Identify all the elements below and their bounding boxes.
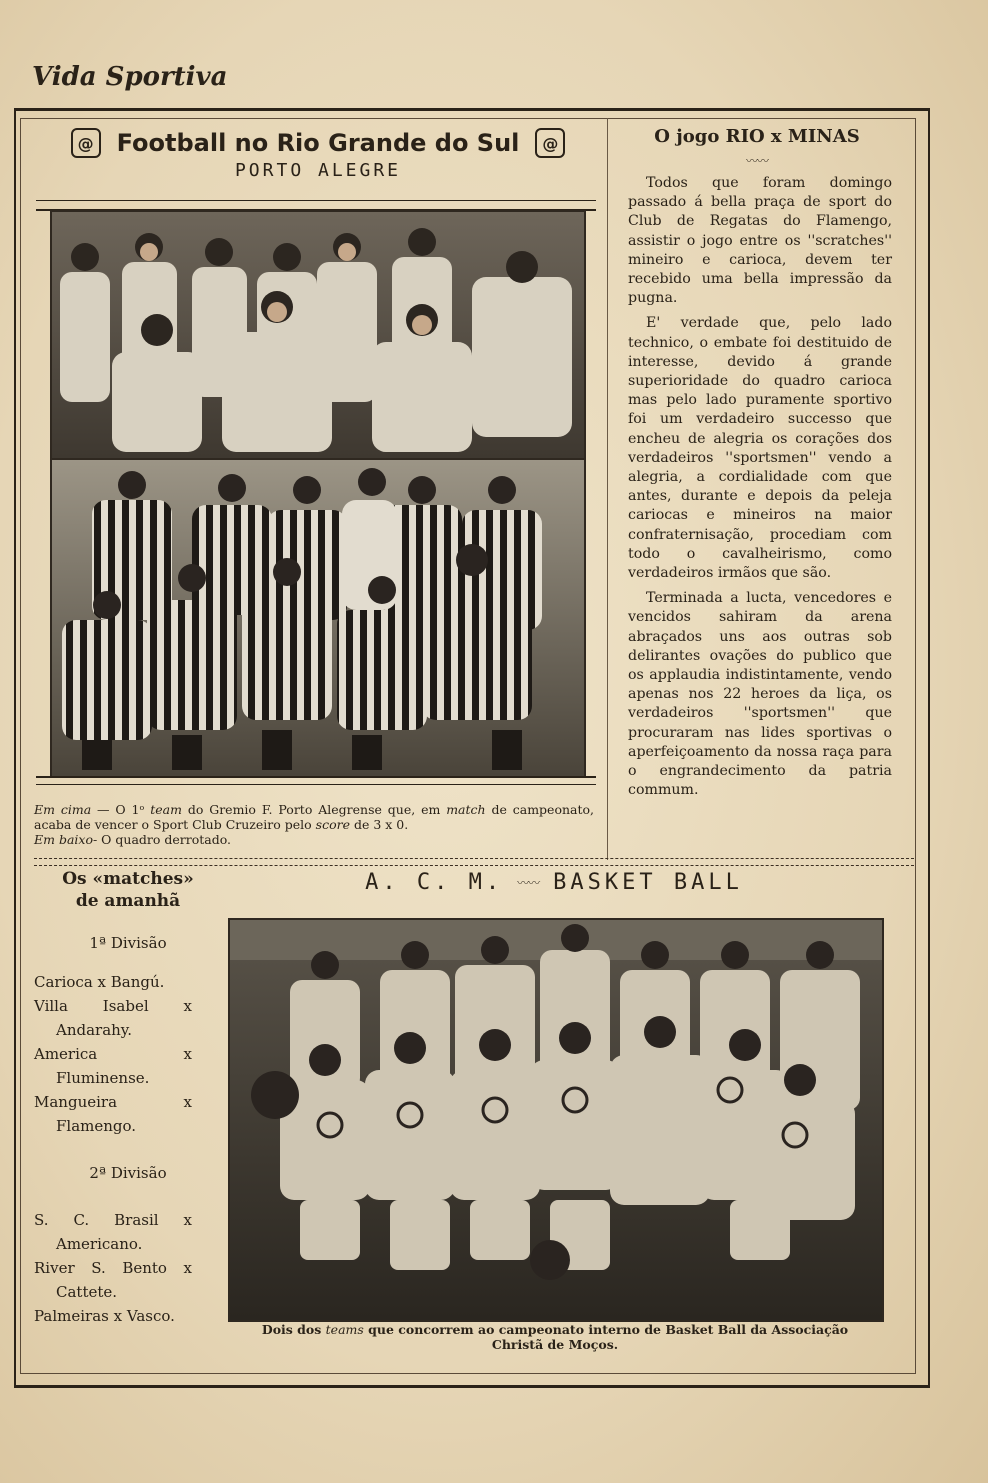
division-2-list (34, 1208, 192, 1328)
basket-title-left: A. C. M. (365, 870, 504, 895)
list-item: River S. Bento x Cattete. (34, 1259, 192, 1301)
caption-text: Dois dos (261, 1322, 326, 1337)
division-1-list (34, 970, 192, 1138)
caption-text: — O 1ᵒ (91, 802, 151, 817)
article-paragraph: Todos que foram domingo passado á bella praça de sport do Club de Regatas do Flamengo, assistir o jogo entre os ''scratches'' mineiro e carioca, devem ter recebido uma bella impressão da pugna. (628, 175, 892, 307)
photo-rule-bottom (36, 776, 596, 785)
team-photo-cruzeiro (50, 458, 586, 778)
basketball-team-photo (228, 918, 884, 1322)
rio-minas-article (628, 174, 892, 807)
section-divider (34, 858, 914, 866)
division-2-heading: 2ª Divisão (89, 1164, 167, 1182)
caption-text: de campeonato, acaba de vencer o Sport Club Cruzeiro pelo (34, 802, 595, 832)
article-paragraph: Terminada a lucta, vencedores e vencidos sahiram da arena abraçados uns aos outras sob delirantes ovações do publico que os applaudia indistintamente, vendo apenas nos 22 heroes da liça, os verdadeiros ''sportsmen'' que procuraram nas lides sportivas o aperfeiçoamento da nossa raça para o engrandecimento da patria commum. (628, 590, 892, 799)
matches-title-line1: Os «matches» (62, 869, 194, 889)
caption-team: team (150, 802, 182, 817)
running-head: Vida Sportiva (32, 62, 228, 92)
ornament-icon: @ (535, 128, 565, 158)
rio-minas-title: O jogo RIO x MINAS (654, 126, 860, 147)
caption-score: score (315, 817, 350, 832)
caption-teams: teams (325, 1322, 364, 1337)
ornament-icon: @ (71, 128, 101, 158)
list-item: Villa Isabel x Andarahy. (34, 997, 192, 1039)
basket-caption (260, 1322, 850, 1352)
list-item: S. C. Brasil x Americano. (34, 1211, 192, 1253)
football-title: Football no Rio Grande do Sul (116, 129, 520, 157)
wave-ornament: 〰〰 (517, 876, 540, 890)
caption-em-baixo: Em baixo- (34, 832, 98, 847)
team-photo-gremio (50, 210, 586, 460)
caption-em-cima: Em cima (34, 802, 92, 817)
wave-ornament: 〰〰 (745, 154, 768, 168)
caption-text: do Gremio F. Porto Alegrense que, em (181, 802, 447, 817)
caption-match: match (446, 802, 486, 817)
basket-title (228, 870, 880, 895)
caption-text: que concorrem ao campeonato interno de Basket Ball da Associação Christã de Moços. (363, 1322, 849, 1352)
football-headline (48, 126, 588, 160)
caption-text: de 3 x 0. (349, 817, 409, 832)
basket-title-right: BASKET BALL (553, 870, 743, 895)
article-paragraph: E' verdade que, pelo lado technico, o embate foi destituido de interesse, devido á grande superioridade do quadro carioca mas pelo lado puramente sportivo foi um verdadeiro successo que encheu de alegria os corações dos verdadeiros ''sportsmen'' vendo a alegria, a cordialidade com que antes, durante e depois da peleja cariocas e mineiros na maior confraternisação, procediam com todo o cavalheirismo, como verdadeiros irmãos que são. (628, 315, 892, 582)
matches-title (34, 868, 222, 912)
list-item: America x Fluminense. (34, 1045, 192, 1087)
list-item: Mangueira x Flamengo. (34, 1093, 192, 1135)
football-subtitle: PORTO ALEGRE (234, 160, 402, 181)
division-1-heading: 1ª Divisão (89, 934, 167, 952)
list-item: Carioca x Bangú. (34, 973, 165, 991)
list-item: Palmeiras x Vasco. (34, 1307, 175, 1325)
football-caption (34, 802, 594, 847)
column-rule (607, 118, 608, 860)
caption-text: O quadro derrotado. (97, 832, 232, 847)
matches-title-line2: de amanhã (75, 891, 181, 911)
